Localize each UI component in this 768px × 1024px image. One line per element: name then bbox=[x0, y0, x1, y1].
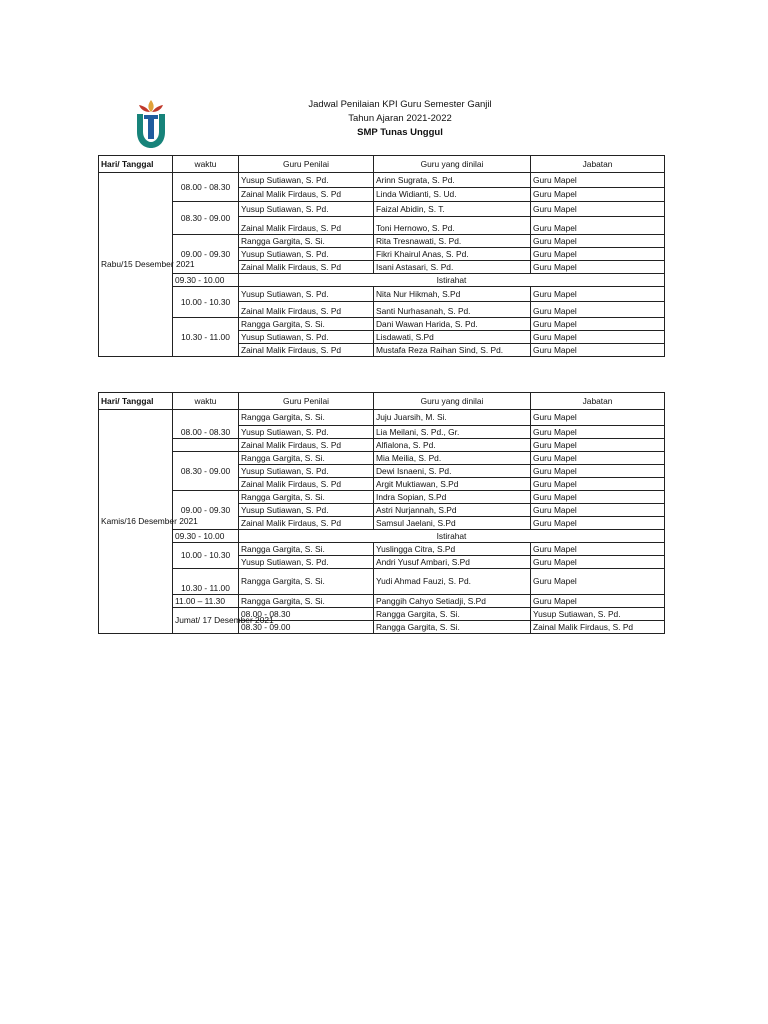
document-title bbox=[240, 98, 560, 140]
penilai-cell: Zainal Malik Firdaus, S. Pd bbox=[239, 261, 374, 274]
penilai-cell: Yusup Sutiawan, S. Pd. bbox=[239, 426, 374, 439]
break-row bbox=[99, 530, 665, 543]
col-guru-penilai: Guru Penilai bbox=[239, 156, 374, 173]
table-row bbox=[99, 318, 665, 331]
dinilai-cell: Toni Hernowo, S. Pd. bbox=[374, 217, 531, 235]
schedule-table-rabu bbox=[98, 155, 665, 357]
jabatan-cell: Guru Mapel bbox=[531, 248, 665, 261]
dinilai-cell: Dani Wawan Harida, S. Pd. bbox=[374, 318, 531, 331]
time-cell: 08.30 - 09.00 bbox=[239, 621, 374, 634]
jabatan-cell: Guru Mapel bbox=[531, 478, 665, 491]
dinilai-cell: Argit Muktiawan, S.Pd bbox=[374, 478, 531, 491]
penilai-cell: Zainal Malik Firdaus, S. Pd bbox=[239, 478, 374, 491]
jabatan-cell: Guru Mapel bbox=[531, 543, 665, 556]
time-cell: 10.00 - 10.30 bbox=[173, 543, 239, 569]
jabatan-cell: Guru Mapel bbox=[531, 302, 665, 318]
penilai-cell: Zainal Malik Firdaus, S. Pd bbox=[239, 302, 374, 318]
penilai-cell: Yusup Sutiawan, S. Pd. bbox=[239, 248, 374, 261]
table-row bbox=[99, 202, 665, 217]
time-cell: 08.00 - 08.30 bbox=[173, 173, 239, 202]
break-row bbox=[99, 274, 665, 287]
dinilai-cell: Faizal Abidin, S. T. bbox=[374, 202, 531, 217]
jabatan-cell: Guru Mapel bbox=[531, 217, 665, 235]
jabatan-cell: Guru Mapel bbox=[531, 287, 665, 302]
jabatan-cell: Guru Mapel bbox=[531, 569, 665, 595]
penilai-cell: Yusup Sutiawan, S. Pd. bbox=[239, 504, 374, 517]
col-guru-dinilai: Guru yang dinilai bbox=[374, 156, 531, 173]
jabatan-cell: Guru Mapel bbox=[531, 452, 665, 465]
time-cell: 09.00 - 09.30 bbox=[173, 235, 239, 274]
title-line-1: Jadwal Penilaian KPI Guru Semester Ganjil bbox=[308, 99, 492, 110]
penilai-cell: Zainal Malik Firdaus, S. Pd bbox=[239, 344, 374, 357]
penilai-cell: Rangga Gargita, S. Si. bbox=[239, 318, 374, 331]
dinilai-cell: Yusup Sutiawan, S. Pd. bbox=[531, 608, 665, 621]
penilai-cell: Rangga Gargita, S. Si. bbox=[239, 452, 374, 465]
penilai-cell: Yusup Sutiawan, S. Pd. bbox=[239, 556, 374, 569]
table-row bbox=[99, 608, 665, 621]
school-logo bbox=[131, 98, 171, 150]
time-cell: 10.00 - 10.30 bbox=[173, 287, 239, 318]
dinilai-cell: Lia Meilani, S. Pd., Gr. bbox=[374, 426, 531, 439]
penilai-cell: Rangga Gargita, S. Si. bbox=[239, 543, 374, 556]
penilai-cell: Zainal Malik Firdaus, S. Pd bbox=[239, 217, 374, 235]
penilai-cell: Rangga Gargita, S. Si. bbox=[239, 491, 374, 504]
jabatan-cell: Guru Mapel bbox=[531, 235, 665, 248]
jabatan-cell: Guru Mapel bbox=[531, 331, 665, 344]
jabatan-cell: Guru Mapel bbox=[531, 344, 665, 357]
dinilai-cell: Dewi Isnaeni, S. Pd. bbox=[374, 465, 531, 478]
col-guru-penilai: Guru Penilai bbox=[239, 393, 374, 410]
title-line-3: SMP Tunas Unggul bbox=[357, 127, 443, 138]
time-cell: 09.30 - 10.00 bbox=[173, 530, 239, 543]
penilai-cell: Yusup Sutiawan, S. Pd. bbox=[239, 287, 374, 302]
dinilai-cell: Arinn Sugrata, S. Pd. bbox=[374, 173, 531, 188]
penilai-cell: Yusup Sutiawan, S. Pd. bbox=[239, 202, 374, 217]
time-cell: 09.00 - 09.30 bbox=[173, 491, 239, 530]
dinilai-cell: Yudi Ahmad Fauzi, S. Pd. bbox=[374, 569, 531, 595]
penilai-cell: Yusup Sutiawan, S. Pd. bbox=[239, 465, 374, 478]
time-cell: 11.00 – 11.30 bbox=[173, 595, 239, 608]
jabatan-cell: Guru Mapel bbox=[531, 465, 665, 478]
dinilai-cell: Alfialona, S. Pd. bbox=[374, 439, 531, 452]
col-guru-dinilai: Guru yang dinilai bbox=[374, 393, 531, 410]
jabatan-cell: Guru Mapel bbox=[531, 410, 665, 426]
jabatan-cell: Guru Mapel bbox=[531, 261, 665, 274]
dinilai-cell: Rita Tresnawati, S. Pd. bbox=[374, 235, 531, 248]
table-row bbox=[99, 439, 665, 452]
col-hari: Hari/ Tanggal bbox=[99, 393, 173, 410]
day-cell-jumat: Jumat/ 17 Desember 2021 bbox=[173, 608, 239, 634]
table-header-row bbox=[99, 156, 665, 173]
jabatan-cell: Guru Mapel bbox=[531, 173, 665, 188]
dinilai-cell: Isani Astasari, S. Pd. bbox=[374, 261, 531, 274]
dinilai-cell: Juju Juarsih, M. Si. bbox=[374, 410, 531, 426]
jabatan-cell: Guru Mapel bbox=[531, 188, 665, 202]
penilai-cell: Rangga Gargita, S. Si. bbox=[239, 410, 374, 426]
table-row bbox=[99, 543, 665, 556]
jabatan-cell: Guru Mapel bbox=[531, 504, 665, 517]
table-row bbox=[99, 595, 665, 608]
jabatan-cell: Guru Mapel bbox=[531, 426, 665, 439]
penilai-cell: Rangga Gargita, S. Si. bbox=[239, 595, 374, 608]
jabatan-cell: Guru Mapel bbox=[531, 595, 665, 608]
title-line-2: Tahun Ajaran 2021-2022 bbox=[348, 113, 452, 124]
jabatan-cell: Guru Mapel bbox=[531, 439, 665, 452]
dinilai-cell: Santi Nurhasanah, S. Pd. bbox=[374, 302, 531, 318]
col-jabatan: Jabatan bbox=[531, 156, 665, 173]
break-cell: Istirahat bbox=[239, 274, 665, 287]
penilai-cell: Rangga Gargita, S. Si. bbox=[374, 621, 531, 634]
time-cell: 09.30 - 10.00 bbox=[173, 274, 239, 287]
time-cell: 08.00 - 08.30 bbox=[173, 410, 239, 439]
dinilai-cell: Indra Sopian, S.Pd bbox=[374, 491, 531, 504]
penilai-cell: Yusup Sutiawan, S. Pd. bbox=[239, 173, 374, 188]
dinilai-cell: Lisdawati, S.Pd bbox=[374, 331, 531, 344]
dinilai-cell: Samsul Jaelani, S.Pd bbox=[374, 517, 531, 530]
penilai-cell: Yusup Sutiawan, S. Pd. bbox=[239, 331, 374, 344]
dinilai-cell: Zainal Malik Firdaus, S. Pd bbox=[531, 621, 665, 634]
col-jabatan: Jabatan bbox=[531, 393, 665, 410]
penilai-cell: Zainal Malik Firdaus, S. Pd bbox=[239, 517, 374, 530]
day-cell: Rabu/15 Desember 2021 bbox=[99, 173, 173, 357]
dinilai-cell: Nita Nur Hikmah, S.Pd bbox=[374, 287, 531, 302]
table-row bbox=[99, 235, 665, 248]
dinilai-cell: Panggih Cahyo Setiadji, S.Pd bbox=[374, 595, 531, 608]
dinilai-cell: Astri Nurjannah, S.Pd bbox=[374, 504, 531, 517]
jabatan-cell: Guru Mapel bbox=[531, 517, 665, 530]
time-cell: 10.30 - 11.00 bbox=[173, 569, 239, 595]
jabatan-cell: Guru Mapel bbox=[531, 202, 665, 217]
table-row bbox=[99, 173, 665, 188]
jabatan-cell: Guru Mapel bbox=[531, 491, 665, 504]
time-cell: 10.30 - 11.00 bbox=[173, 318, 239, 357]
dinilai-cell: Fikri Khairul Anas, S. Pd. bbox=[374, 248, 531, 261]
time-cell: 08.00 - 08.30 bbox=[239, 608, 374, 621]
dinilai-cell: Andri Yusuf Ambari, S.Pd bbox=[374, 556, 531, 569]
jabatan-cell: Guru Mapel bbox=[531, 556, 665, 569]
penilai-cell: Zainal Malik Firdaus, S. Pd bbox=[239, 188, 374, 202]
penilai-cell: Rangga Gargita, S. Si. bbox=[374, 608, 531, 621]
dinilai-cell: Yuslingga Citra, S.Pd bbox=[374, 543, 531, 556]
dinilai-cell: Mustafa Reza Raihan Sind, S. Pd. bbox=[374, 344, 531, 357]
time-cell: 08.30 - 09.00 bbox=[173, 452, 239, 491]
jabatan-cell: Guru Mapel bbox=[531, 318, 665, 331]
table-row bbox=[99, 410, 665, 426]
col-hari: Hari/ Tanggal bbox=[99, 156, 173, 173]
penilai-cell: Zainal Malik Firdaus, S. Pd bbox=[239, 439, 374, 452]
time-cell-empty bbox=[173, 439, 239, 452]
table-row bbox=[99, 491, 665, 504]
col-waktu: waktu bbox=[173, 393, 239, 410]
dinilai-cell: Mia Meilia, S. Pd. bbox=[374, 452, 531, 465]
penilai-cell: Rangga Gargita, S. Si. bbox=[239, 235, 374, 248]
schedule-table-kamis-jumat bbox=[98, 392, 665, 634]
day-cell: Kamis/16 Desember 2021 bbox=[99, 410, 173, 634]
col-waktu: waktu bbox=[173, 156, 239, 173]
time-cell: 08.30 - 09.00 bbox=[173, 202, 239, 235]
table-row bbox=[99, 569, 665, 595]
table-row bbox=[99, 452, 665, 465]
table-header-row bbox=[99, 393, 665, 410]
table-row bbox=[99, 287, 665, 302]
dinilai-cell: Linda Widianti, S. Ud. bbox=[374, 188, 531, 202]
break-cell: Istirahat bbox=[239, 530, 665, 543]
penilai-cell: Rangga Gargita, S. Si. bbox=[239, 569, 374, 595]
